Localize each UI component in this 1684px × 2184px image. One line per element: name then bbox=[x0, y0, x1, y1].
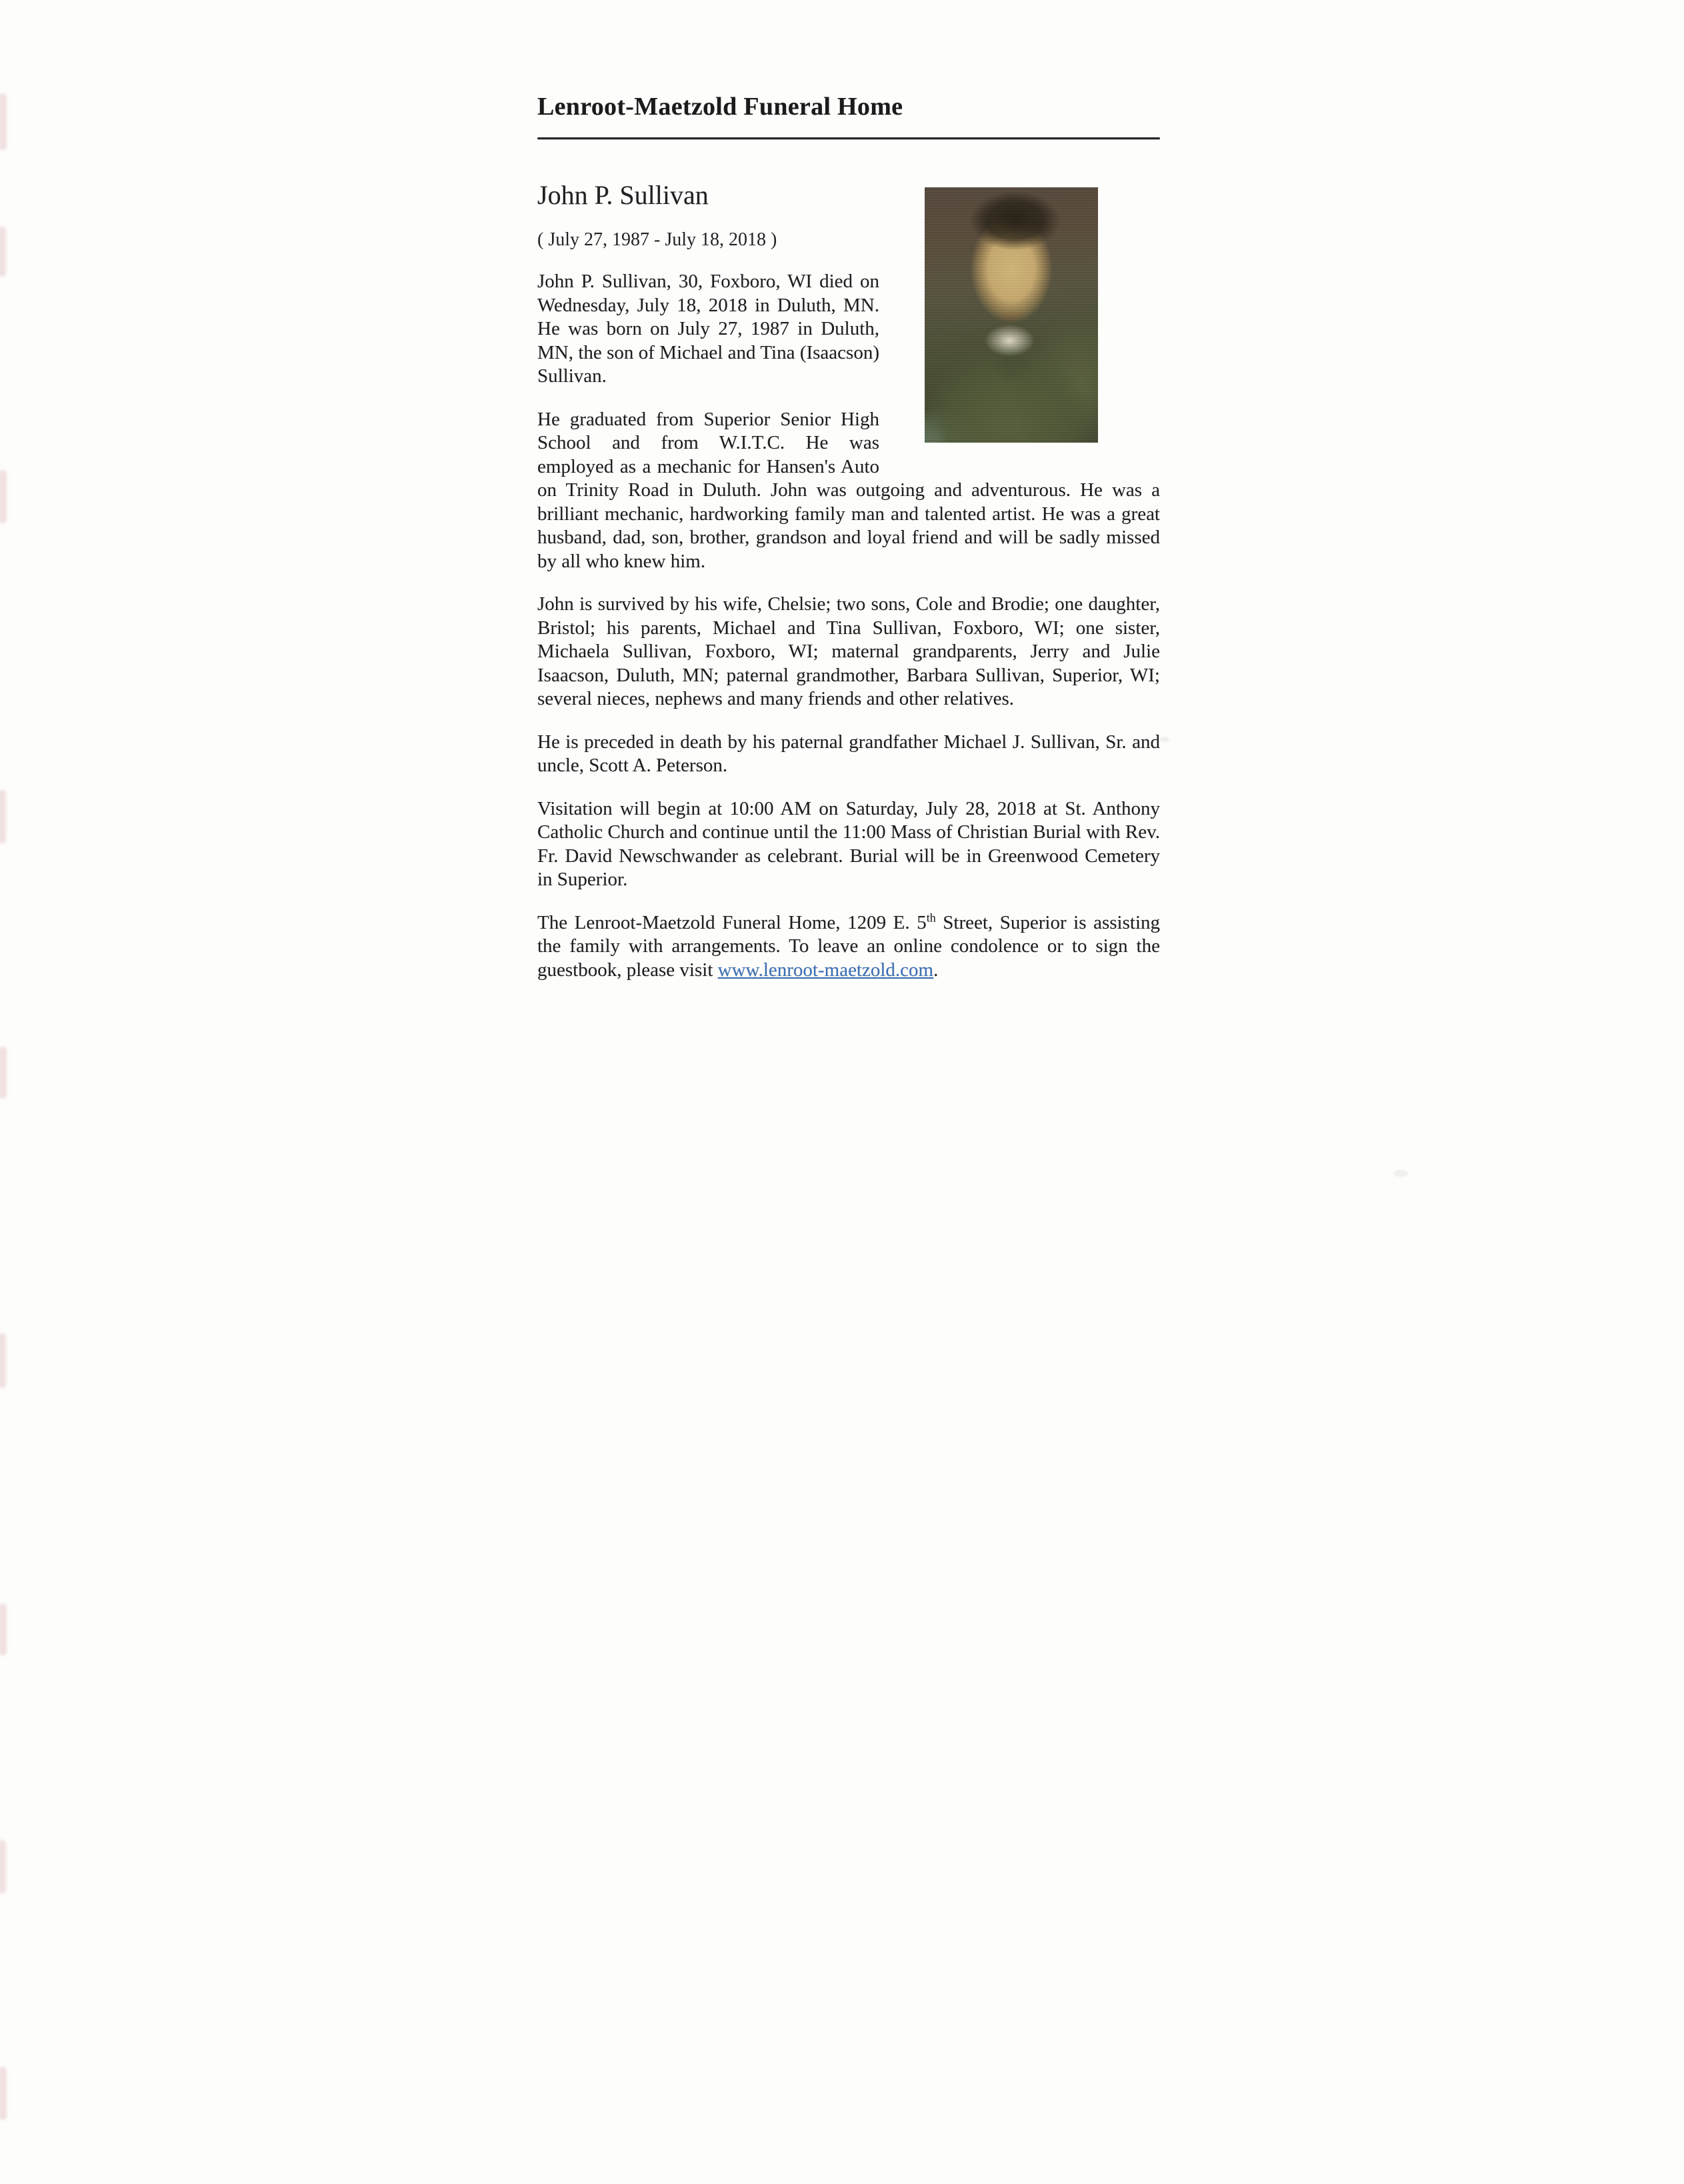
obituary-paragraph-closing bbox=[537, 911, 1160, 983]
obituary-paragraph-services: Visitation will begin at 10:00 AM on Saturday, July 28, 2018 at St. Anthony Catholic Church and continue until the 11:00 Mass of Christian Burial with Rev. Fr. David Newschwander as celebrant. Burial will be in Greenwood Cemetery in Superior. bbox=[537, 797, 1160, 891]
obituary-paragraph-biography: He graduated from Superior Senior High School and from W.I.T.C. He was employed as a mechanic for Hansen's Auto on Trinity Road in Duluth. John was outgoing and adventurous. He was a brilliant mechanic, hardworking family man and talented artist. He was a great husband, dad, son, brother, grandson and loyal friend and will be sadly missed by all who knew him. bbox=[537, 408, 1160, 572]
obituary-article bbox=[537, 179, 1160, 982]
obituary-paragraph-survivors: John is survived by his wife, Chelsie; two sons, Cole and Brodie; one daughter, Bristol; his parents, Michael and Tina Sullivan, Foxboro, WI; one sister, Michaela Sullivan, Foxboro, WI; maternal grandparents, Jerry and Julie Isaacson, Duluth, MN; paternal grandmother, Barbara Sullivan, Superior, WI; several nieces, nephews and many friends and other relatives. bbox=[537, 593, 1160, 710]
scan-artifact bbox=[0, 470, 7, 523]
ordinal-superscript: th bbox=[926, 911, 936, 925]
scan-artifact bbox=[0, 2067, 7, 2120]
deceased-name: John P. Sullivan bbox=[537, 180, 709, 210]
life-dates: ( July 27, 1987 - July 18, 2018 ) bbox=[537, 229, 777, 250]
scan-artifact bbox=[0, 790, 6, 843]
header-divider bbox=[537, 137, 1160, 139]
scan-artifact bbox=[0, 93, 7, 150]
portrait-photo bbox=[925, 187, 1098, 443]
scan-artifact bbox=[1160, 737, 1169, 742]
scan-artifact bbox=[0, 1840, 6, 1893]
obituary-paragraph-birth-death: John P. Sullivan, 30, Foxboro, WI died on Wednesday, July 18, 2018 in Duluth, MN. He was born on July 27, 1987 in Duluth, MN, the son of Michael and Tina (Isaacson) Sullivan. bbox=[537, 271, 879, 387]
scan-artifact bbox=[0, 1333, 6, 1388]
guestbook-link[interactable]: www.lenroot-maetzold.com bbox=[717, 959, 934, 981]
funeral-home-title: Lenroot-Maetzold Funeral Home bbox=[537, 93, 903, 121]
obituary-paragraph-preceded: He is preceded in death by his paternal grandfather Michael J. Sullivan, Sr. and uncle, Scott A. Peterson. bbox=[537, 731, 1160, 777]
document-content bbox=[537, 92, 1160, 982]
closing-text-after-link: . bbox=[933, 959, 939, 981]
scan-artifact bbox=[0, 1603, 7, 1655]
closing-text-after-sup: Street, Superior is assisting the family with arrangements. To leave an online condolence or to sign the guestbook, please visit bbox=[537, 911, 1161, 981]
scan-artifact bbox=[0, 227, 6, 277]
closing-text-before-sup: The Lenroot-Maetzold Funeral Home, 1209 E. 5 bbox=[537, 911, 927, 933]
scan-artifact bbox=[0, 1047, 7, 1099]
scan-artifact bbox=[1393, 1170, 1408, 1177]
photo-grain-overlay bbox=[925, 187, 1098, 443]
